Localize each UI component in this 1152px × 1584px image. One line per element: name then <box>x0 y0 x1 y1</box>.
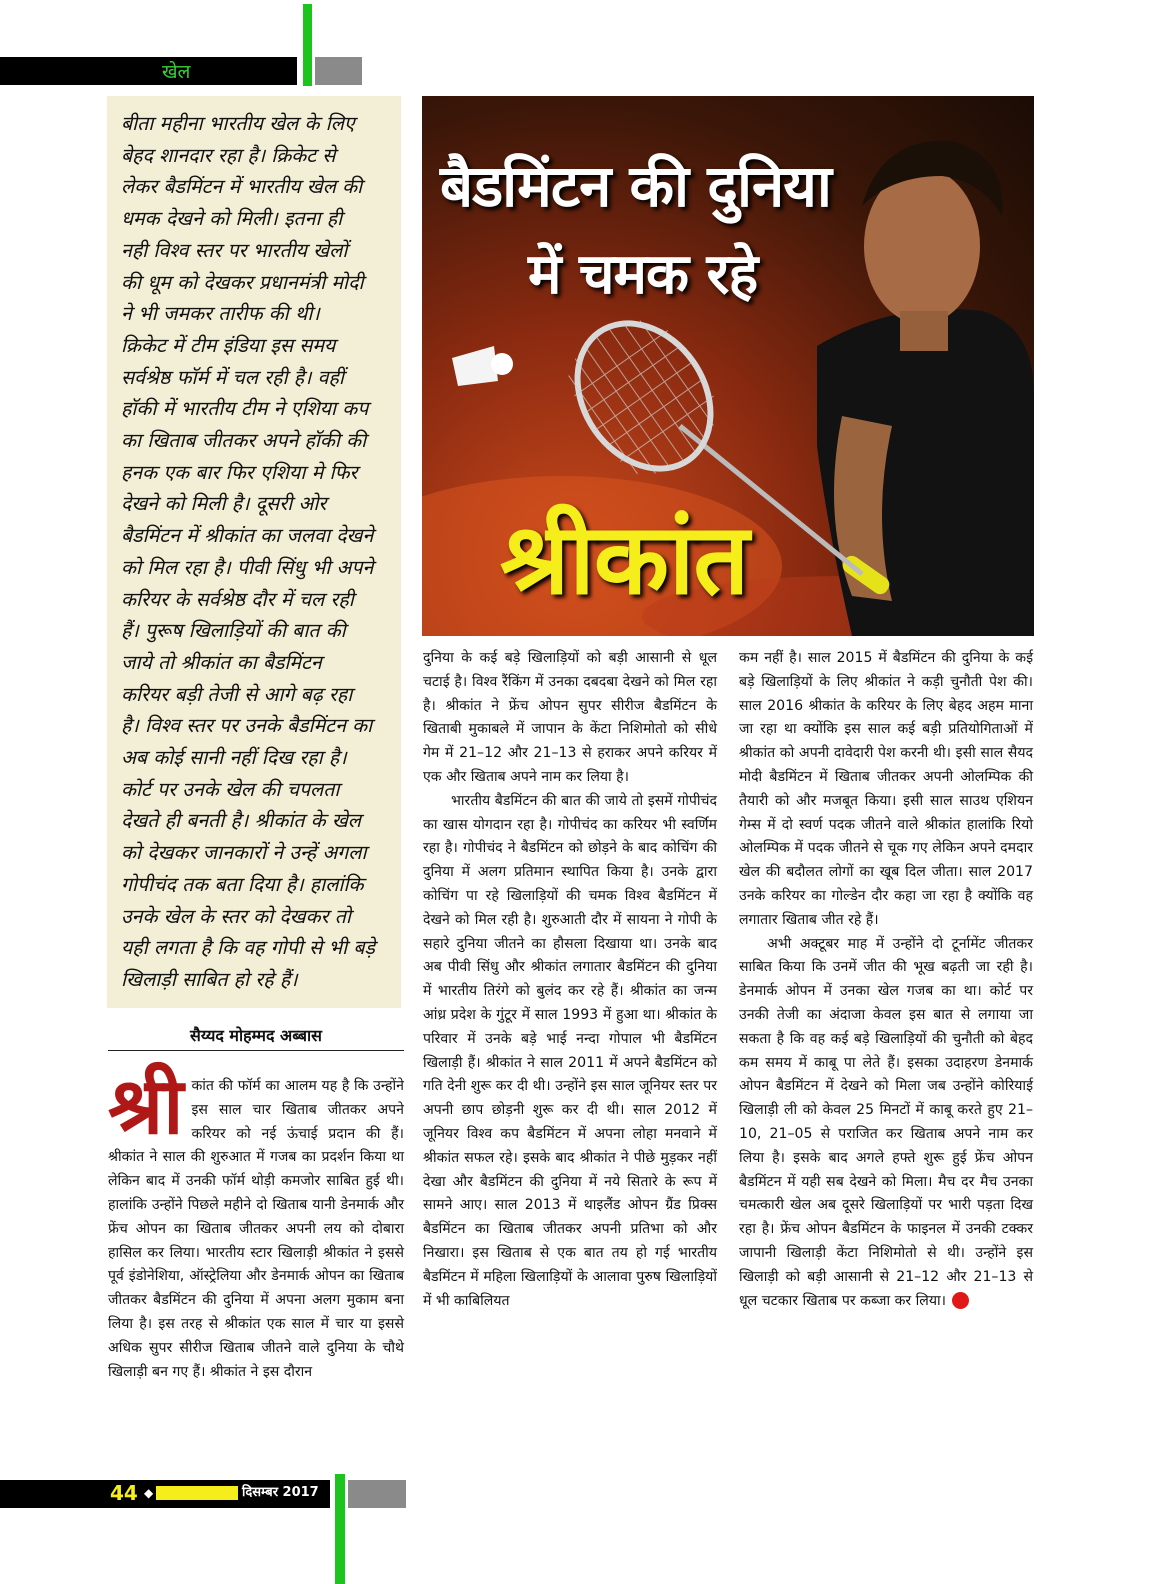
headline-name: श्रीकांत <box>500 503 749 617</box>
byline-divider <box>108 1050 404 1051</box>
intro-line: की धूम को देखकर प्रधानमंत्री मोदी <box>121 270 364 294</box>
intro-line: नही विश्व स्तर पर भारतीय खेलों <box>121 238 348 262</box>
article-column-2 <box>423 647 717 1313</box>
header-gray-block <box>315 57 362 85</box>
intro-line: क्रिकेट में टीम इंडिया इस समय <box>121 333 336 357</box>
intro-line: बैडमिंटन में श्रीकांत का जलवा देखने <box>121 524 374 548</box>
hero-photo <box>422 96 1034 636</box>
article-paragraph: कांत की फॉर्म का आलम यह है कि उन्होंने इस साल चार खिताब जीतकर अपने करियर को नई ऊंचाई प्रदान की हैं। श्रीकांत ने साल की शुरुआत में गजब का प्रदर्शन किया था लेकिन बाद में उनकी फॉर्म थोड़ी कमजोर साबित हुई थी। हालांकि उन्होंने पिछले महीने दो खिताब यानी डेनमार्क और फ्रेंच ओपन का खिताब जीतकर अपनी लय को दोबारा हासिल कर लिया। भारतीय स्टार खिलाड़ी श्रीकांत ने इससे पूर्व इंडोनेशिया, ऑस्ट्रेलिया और डेनमार्क ओपन का खिताब जीतकर बैडमिंटन की दुनिया में अपना अलग मुकाम बना लिया है। इस तरह से श्रीकांत एक साल में चार या इससे अधिक सुपर सीरीज खिताब जीतने वाले दुनिया के चौथे खिलाड़ी बन गए हैं। श्रीकांत ने इस दौरान <box>108 1078 404 1380</box>
article-column-1 <box>108 1062 404 1384</box>
intro-line: जाये तो श्रीकांत का बैडमिंटन <box>121 650 322 674</box>
intro-text <box>121 108 395 996</box>
intro-line: को देखकर जानकारों ने उन्हें अगला <box>121 841 367 865</box>
intro-line: का खिताब जीतकर अपने हॉकी की <box>121 429 367 453</box>
issue-date: दिसम्बर 2017 <box>242 1485 319 1500</box>
intro-line: है। विश्व स्तर पर उनके बैडमिंटन का <box>121 714 373 738</box>
intro-line: देखते ही बनती है। श्रीकांत के खेल <box>121 809 362 833</box>
intro-line: सर्वश्रेष्ठ फॉर्म में चल रही है। वहीं <box>121 365 344 389</box>
article-paragraph: कम नहीं है। साल 2015 में बैडमिंटन की दुनिया के कई बड़े खिलाड़ियों के लिए श्रीकांत ने कड़ी चुनौती पेश की। साल 2016 श्रीकांत के करियर के लिए बेहद अहम माना जा रहा था क्योंकि इस साल कई बड़ी प्रतियोगिताओं में श्रीकांत को अपनी दावेदारी पेश करनी थी। इसी साल सैयद मोदी बैडमिंटन में खिताब जीतकर अपनी ओलम्पिक की तैयारी को और मजबूत किया। इसी साल साउथ एशियन गेम्स में दो स्वर्ण पदक जीतने वाले श्रीकांत हालांकि रियो ओलम्पिक में पदक जीतने से चूक गए लेकिन अपने दमदार खेल की बदौलत लोगों का खूब दिल जीता। साल 2017 उनके करियर का गोल्डेन दौर कहा जा रहा है क्योंकि वह लगातार खिताब जीत रहे हैं। <box>739 650 1033 928</box>
intro-line: हनक एक बार फिर एशिया मे फिर <box>121 460 358 484</box>
intro-line: लेकर बैडमिंटन में भारतीय खेल की <box>121 175 363 199</box>
header-accent-bar <box>303 4 312 86</box>
drop-cap: श्री <box>108 1062 184 1152</box>
article-column-3 <box>739 647 1033 1313</box>
article-paragraph: दुनिया के कई बड़े खिलाड़ियों को बड़ी आसानी से धूल चटाई है। विश्व रैंकिंग में उनका दबदबा देखने को मिल रहा है। श्रीकांत ने फ्रेंच ओपन सुपर सीरीज बैडमिंटन के खिताबी मुकाबले में जापान के केंटा निशिमोतो को सीधे गेम में 21–12 और 21–13 से हराकर अपने करियर में एक और खिताब अपने नाम कर लिया है। <box>423 650 717 785</box>
footer-accent-bar <box>335 1474 345 1584</box>
article-paragraph: अभी अक्टूबर माह में उन्होंने दो टूर्नामेंट जीतकर साबित किया कि उनमें जीत की भूख बढ़ती जा रही है। डेनमार्क ओपन में उनका खेल गजब का था। कोर्ट पर उनकी तेजी का अंदाजा केवल इस बात से लगाया जा सकता है कि वह कई बड़े खिलाड़ियों की चुनौती को बेहद कम समय में काबू पा लेते हैं। इसका उदाहरण डेनमार्क ओपन बैडमिंटन में देखने को मिला जब उन्होंने कोरियाई खिलाड़ी ली को केवल 25 मिनटों में काबू करते हुए 21–10, 21–05 से पराजित कर खिताब अपने नाम कर लिया है। इसके बाद अगले हफ्ते शुरू हुई फ्रेंच ओपन बैडमिंटन में यही सब देखने को मिला। मैच दर मैच उनका चमत्कारी खेल अब दूसरे खिलाड़ियों पर भारी पड़ता दिख रहा है। फ्रेंच ओपन बैडमिंटन के फाइनल में उनकी टक्कर जापानी खिलाड़ी केंटा निशिमोतो से थी। उन्होंने इस खिलाड़ी को बड़ी आसानी से 21–12 और 21–13 से धूल चटकार खिताब पर कब्जा कर लिया। <box>739 935 1033 1309</box>
intro-line: को मिल रहा है। पीवी सिंधु भी अपने <box>121 555 374 579</box>
headline-line-2: में चमक रहे <box>528 242 758 307</box>
intro-line: बेहद शानदार रहा है। क्रिकेट से <box>121 143 336 167</box>
end-mark-icon <box>952 1292 969 1309</box>
intro-line: देखने को मिली है। दूसरी ओर <box>121 492 327 516</box>
headline-line-1: बैडमिंटन की दुनिया <box>440 152 831 220</box>
intro-line: धमक देखने को मिली। इतना ही <box>121 207 343 231</box>
intro-line: यही लगता है कि वह गोपी से भी बड़े <box>121 936 375 960</box>
intro-line: गोपीचंद तक बता दिया है। हालांकि <box>121 872 364 896</box>
intro-line: हॉकी में भारतीय टीम ने एशिया कप <box>121 397 369 421</box>
article-paragraph: भारतीय बैडमिंटन की बात की जाये तो इसमें गोपीचंद का खास योगदान रहा है। गोपीचंद का करियर भी स्वर्णिम रहा है। गोपीचंद ने बैडमिंटन को छोड़ने के बाद कोचिंग की दुनिया में अलग प्रतिमान स्थापित किया है। उनके द्वारा कोचिंग पा रहे खिलाड़ियों की चमक विश्व बैडमिंटन में देखने को मिल रही है। शुरुआती दौर में सायना ने गोपी के सहारे दुनिया जीतने का हौसला दिखाया था। उनके बाद अब पीवी सिंधु और श्रीकांत लगातार बैडमिंटन की दुनिया में भारतीय तिरंगे को बुलंद कर रहे हैं। श्रीकांत का जन्म आंध्र प्रदेश के गुंटूर में साल 1993 में हुआ था। श्रीकांत के परिवार में उनके बड़े भाई नन्दा गोपाल भी बैडमिंटन खिलाड़ी हैं। श्रीकांत ने साल 2011 में अपने बैडमिंटन को गति देनी शुरू कर दी थी। उन्होंने इस साल जूनियर स्तर पर अपनी छाप छोड़नी शुरू कर दी थी। साल 2012 में जूनियर विश्व कप बैडमिंटन में अपना लोहा मनवाने में श्रीकांत सफल रहे। इसके बाद श्रीकांत ने पीछे मुड़कर नहीं देखा और बैडमिंटन की दुनिया में नये सितारे के रूप में सामने आए। साल 2013 में थाइलैंड ओपन ग्रैंड प्रिक्स बैडमिंटन का खिताब जीतकर अपनी प्रतिभा को और निखारा। इस खिताब से एक बात तय हो गई भारतीय बैडमिंटन में महिला खिलाड़ियों के आलावा पुरुष खिलाड़ियों में भी काबिलियत <box>423 792 717 1309</box>
intro-line: उनके खेल के स्तर को देखकर तो <box>121 904 351 928</box>
intro-line: बीता महीना भारतीय खेल के लिए <box>121 112 355 135</box>
section-header-bar <box>0 57 297 85</box>
section-label: खेल <box>162 61 191 83</box>
intro-line: हैं। पुरूष खिलाड़ियों की बात की <box>121 619 346 643</box>
author-byline: सैय्यद मोहम्मद अब्बास <box>190 1026 322 1045</box>
intro-line: कोर्ट पर उनके खेल की चपलता <box>121 777 340 801</box>
intro-line: करियर के सर्वश्रेष्ठ दौर में चल रही <box>121 587 354 611</box>
bullet-icon: ◆ <box>144 1486 154 1500</box>
magazine-logo <box>156 1486 238 1500</box>
page-number: 44 <box>110 1481 138 1505</box>
footer-gray-block <box>348 1480 406 1508</box>
intro-line: खिलाड़ी साबित हो रहे हैं। <box>121 967 298 991</box>
intro-line: ने भी जमकर तारीफ की थी। <box>121 302 320 326</box>
intro-line: करियर बड़ी तेजी से आगे बढ़ रहा <box>121 682 353 706</box>
intro-line: अब कोई सानी नहीं दिख रहा है। <box>121 746 347 770</box>
